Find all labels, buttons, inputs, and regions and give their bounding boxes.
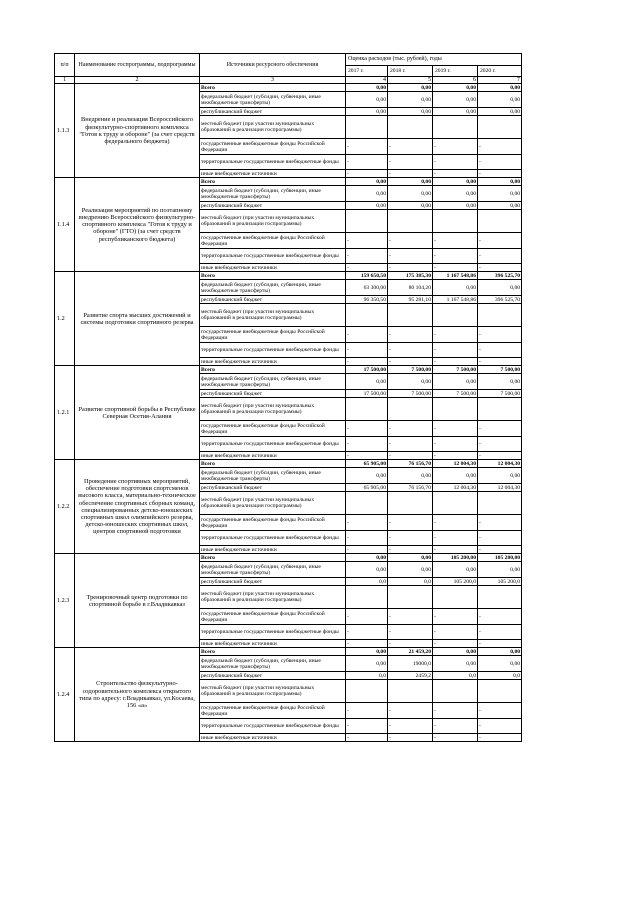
amount-cell: - <box>433 437 478 452</box>
amount-cell: - <box>433 249 478 264</box>
column-index: 4 <box>346 77 388 84</box>
amount-cell: 12 004,30 <box>433 460 478 468</box>
amount-cell: - <box>346 170 388 178</box>
funding-source: территориальные государственные внебюджетные фонды <box>200 249 346 264</box>
amount-cell: 0,00 <box>478 468 522 484</box>
funding-source: федеральный бюджет (субсидии, субвенции, иные межбюджетные трансферты) <box>200 374 346 390</box>
amount-cell: 0,00 <box>478 374 522 390</box>
amount-cell: 0,00 <box>346 108 388 116</box>
column-index: 6 <box>433 77 478 84</box>
amount-cell: 105 200,0 <box>478 578 522 586</box>
amount-cell: - <box>346 264 388 272</box>
amount-cell: 0,00 <box>478 178 522 186</box>
amount-cell: 0,00 <box>478 92 522 108</box>
amount-cell: 0,0 <box>478 672 522 680</box>
amount-cell: - <box>346 421 388 437</box>
amount-cell: - <box>346 327 388 343</box>
program-budget-table <box>54 53 522 742</box>
amount-cell: - <box>433 531 478 546</box>
amount-cell: 1 167 548,86 <box>433 272 478 280</box>
item-name: Реализация мероприятий по поэтапному внедрению Всероссийского физкультурно-спортивного комплекса "Готов к труду и обороне" (ГТО) (за счет средств республиканского бюджета) <box>75 178 200 272</box>
header-source: Источники ресурсного обеспечения <box>200 54 346 77</box>
funding-source: республиканский бюджет <box>200 202 346 210</box>
funding-source: федеральный бюджет (субсидии, субвенции, иные межбюджетные трансферты) <box>200 186 346 202</box>
amount-cell <box>388 492 433 515</box>
amount-cell: - <box>346 343 388 358</box>
amount-cell: - <box>478 421 522 437</box>
funding-source: государственные внебюджетные фонды Российской Федерации <box>200 515 346 531</box>
amount-cell: 0,00 <box>433 648 478 656</box>
amount-cell: - <box>388 264 433 272</box>
funding-source: республиканский бюджет <box>200 672 346 680</box>
amount-cell: - <box>433 719 478 734</box>
amount-cell <box>346 116 388 139</box>
funding-source: иные внебюджетные источники <box>200 452 346 460</box>
amount-cell: 0,00 <box>346 648 388 656</box>
amount-cell: - <box>388 249 433 264</box>
funding-source: территориальные государственные внебюджетные фонды <box>200 155 346 170</box>
amount-cell <box>388 116 433 139</box>
funding-source: иные внебюджетные источники <box>200 170 346 178</box>
funding-source: государственные внебюджетные фонды Российской Федерации <box>200 703 346 719</box>
header-year: 2018 г. <box>388 66 433 77</box>
amount-cell <box>478 492 522 515</box>
amount-cell <box>346 492 388 515</box>
amount-cell: - <box>478 327 522 343</box>
item-name: Тренировочный центр подготовки по спортивной борьбе в г.Владикавказ <box>75 554 200 648</box>
funding-source: республиканский бюджет <box>200 296 346 304</box>
amount-cell: - <box>388 703 433 719</box>
amount-cell: - <box>478 546 522 554</box>
funding-source: Всего <box>200 554 346 562</box>
item-number: 1.2.2 <box>55 460 75 554</box>
amount-cell <box>388 398 433 421</box>
amount-cell: 12 004,30 <box>433 484 478 492</box>
amount-cell: - <box>478 233 522 249</box>
amount-cell: 0,00 <box>346 656 388 672</box>
amount-cell: 175 385,30 <box>388 272 433 280</box>
amount-cell: 63 300,00 <box>346 280 388 296</box>
item-number: 1.1.3 <box>55 84 75 178</box>
funding-source: территориальные государственные внебюджетные фонды <box>200 437 346 452</box>
amount-cell: - <box>346 719 388 734</box>
item-number: 1.2.4 <box>55 648 75 742</box>
table-row <box>55 272 522 280</box>
amount-cell: 0,00 <box>346 468 388 484</box>
funding-source: государственные внебюджетные фонды Российской Федерации <box>200 609 346 625</box>
funding-source: Всего <box>200 366 346 374</box>
amount-cell: - <box>433 515 478 531</box>
amount-cell: - <box>388 358 433 366</box>
table-header <box>55 54 522 84</box>
amount-cell: 96 350,50 <box>346 296 388 304</box>
amount-cell: - <box>478 640 522 648</box>
amount-cell: 0,00 <box>433 178 478 186</box>
column-index: 3 <box>200 77 346 84</box>
header-name: Наименование госпрограммы, подпрограммы <box>75 54 200 77</box>
funding-source: государственные внебюджетные фонды Российской Федерации <box>200 139 346 155</box>
amount-cell: - <box>478 170 522 178</box>
amount-cell: 0,00 <box>388 186 433 202</box>
amount-cell: 0,00 <box>346 374 388 390</box>
amount-cell: - <box>478 249 522 264</box>
amount-cell: - <box>346 531 388 546</box>
amount-cell: 0,00 <box>388 562 433 578</box>
funding-source: Всего <box>200 460 346 468</box>
amount-cell: 7 500,00 <box>388 366 433 374</box>
item-number: 1.2.1 <box>55 366 75 460</box>
amount-cell: 105 200,0 <box>433 578 478 586</box>
column-index: 5 <box>388 77 433 84</box>
amount-cell <box>433 680 478 703</box>
amount-cell: 19000,0 <box>388 656 433 672</box>
header-year: 2019 г. <box>433 66 478 77</box>
amount-cell: - <box>433 170 478 178</box>
amount-cell: - <box>433 625 478 640</box>
table-row <box>55 366 522 374</box>
amount-cell: 0,00 <box>433 656 478 672</box>
amount-cell: - <box>346 546 388 554</box>
funding-source: местный бюджет (при участии муниципальных образований в реализации госпрограммы) <box>200 116 346 139</box>
amount-cell: - <box>433 421 478 437</box>
amount-cell: 0,00 <box>478 108 522 116</box>
header-year: 2017 г. <box>346 66 388 77</box>
amount-cell: 0,00 <box>346 92 388 108</box>
amount-cell: 0,00 <box>346 178 388 186</box>
item-number: 1.2 <box>55 272 75 366</box>
amount-cell: - <box>346 734 388 742</box>
amount-cell: - <box>478 625 522 640</box>
funding-source: местный бюджет (при участии муниципальных образований в реализации госпрограммы) <box>200 304 346 327</box>
amount-cell: - <box>388 437 433 452</box>
amount-cell: 0,00 <box>388 202 433 210</box>
amount-cell: - <box>388 640 433 648</box>
amount-cell: 0,00 <box>478 84 522 92</box>
amount-cell: 105 200,00 <box>478 554 522 562</box>
amount-cell: - <box>346 249 388 264</box>
item-name: Внедрение и реализация Всероссийского физкультурно-спортивного комплекса "Готов к труду и обороне" (за счет средств федерального бюджета) <box>75 84 200 178</box>
amount-cell: - <box>478 139 522 155</box>
amount-cell <box>478 680 522 703</box>
amount-cell <box>388 680 433 703</box>
header-estimate: Оценка расходов (тыс. рублей), годы <box>346 54 522 66</box>
amount-cell: 2459,2 <box>388 672 433 680</box>
amount-cell: - <box>388 546 433 554</box>
funding-source: территориальные государственные внебюджетные фонды <box>200 531 346 546</box>
amount-cell: - <box>346 139 388 155</box>
amount-cell: - <box>346 515 388 531</box>
amount-cell: - <box>388 609 433 625</box>
amount-cell: - <box>478 703 522 719</box>
amount-cell <box>478 398 522 421</box>
item-name: Строительство физкультурно-оздоровительного комплекса открытого типа по адресу: г.Владикавказ, ул.Косаева, 156 «а» <box>75 648 200 742</box>
amount-cell: 0,0 <box>388 578 433 586</box>
amount-cell: - <box>433 609 478 625</box>
column-index: 7 <box>478 77 522 84</box>
funding-source: федеральный бюджет (субсидии, субвенции, иные межбюджетные трансферты) <box>200 468 346 484</box>
amount-cell: - <box>478 734 522 742</box>
amount-cell: - <box>346 155 388 170</box>
table-row <box>55 178 522 186</box>
amount-cell: 0,00 <box>388 108 433 116</box>
amount-cell: 0,00 <box>478 186 522 202</box>
amount-cell: 7 500,00 <box>433 390 478 398</box>
amount-cell: - <box>433 640 478 648</box>
item-name: Развитие спорта высших достижений и системы подготовки спортивного резерва <box>75 272 200 366</box>
amount-cell: - <box>388 155 433 170</box>
header-num: п/п <box>55 54 75 77</box>
amount-cell: 80 104,20 <box>388 280 433 296</box>
amount-cell <box>346 680 388 703</box>
amount-cell: 0,00 <box>346 202 388 210</box>
amount-cell: - <box>388 452 433 460</box>
amount-cell: 0,00 <box>433 92 478 108</box>
amount-cell: 396 525,70 <box>478 296 522 304</box>
amount-cell <box>346 586 388 609</box>
amount-cell: 0,00 <box>433 374 478 390</box>
item-name: Развитие спортивной борьбы в Республике Северная Осетия-Алания <box>75 366 200 460</box>
funding-source: Всего <box>200 178 346 186</box>
amount-cell: - <box>388 515 433 531</box>
funding-source: местный бюджет (при участии муниципальных образований в реализации госпрограммы) <box>200 210 346 233</box>
amount-cell: - <box>388 343 433 358</box>
funding-source: местный бюджет (при участии муниципальных образований в реализации госпрограммы) <box>200 586 346 609</box>
amount-cell <box>433 210 478 233</box>
amount-cell: 0,00 <box>433 562 478 578</box>
amount-cell: 0,00 <box>433 84 478 92</box>
funding-source: Всего <box>200 84 346 92</box>
amount-cell <box>346 210 388 233</box>
amount-cell: 0,00 <box>433 108 478 116</box>
amount-cell <box>478 116 522 139</box>
amount-cell: - <box>433 452 478 460</box>
funding-source: территориальные государственные внебюджетные фонды <box>200 719 346 734</box>
amount-cell <box>433 116 478 139</box>
amount-cell: 159 650,50 <box>346 272 388 280</box>
funding-source: территориальные государственные внебюджетные фонды <box>200 625 346 640</box>
amount-cell: - <box>478 437 522 452</box>
amount-cell: 0,00 <box>478 202 522 210</box>
amount-cell: 0,00 <box>433 186 478 202</box>
amount-cell: 0,00 <box>388 554 433 562</box>
amount-cell: 0,00 <box>478 656 522 672</box>
amount-cell: - <box>388 531 433 546</box>
funding-source: государственные внебюджетные фонды Российской Федерации <box>200 421 346 437</box>
amount-cell: 12 004,30 <box>478 484 522 492</box>
amount-cell: 396 525,70 <box>478 272 522 280</box>
item-number: 1.1.4 <box>55 178 75 272</box>
funding-source: республиканский бюджет <box>200 108 346 116</box>
funding-source: иные внебюджетные источники <box>200 734 346 742</box>
funding-source: иные внебюджетные источники <box>200 358 346 366</box>
amount-cell: 0,00 <box>346 186 388 202</box>
item-name: Проведение спортивных мероприятий, обеспечение подготовки спортсменов высокого класса, материально-техническое обеспечение спортивных сборных команд, специализированных детско-юношеских спортивных школ олимпийского резерва, детско-юношеских спортивных школ, центров спортивной подготовки <box>75 460 200 554</box>
table-row <box>55 84 522 92</box>
amount-cell: 0,00 <box>346 554 388 562</box>
amount-cell: 0,0 <box>346 578 388 586</box>
table-row <box>55 554 522 562</box>
amount-cell <box>388 586 433 609</box>
funding-source: государственные внебюджетные фонды Российской Федерации <box>200 327 346 343</box>
amount-cell: - <box>433 734 478 742</box>
amount-cell: - <box>346 233 388 249</box>
amount-cell: 0,00 <box>433 202 478 210</box>
amount-cell: - <box>346 437 388 452</box>
amount-cell: - <box>478 264 522 272</box>
amount-cell <box>478 586 522 609</box>
item-number: 1.2.3 <box>55 554 75 648</box>
amount-cell: 65 905,00 <box>346 484 388 492</box>
amount-cell: 1 167 548,86 <box>433 296 478 304</box>
amount-cell: - <box>433 155 478 170</box>
funding-source: местный бюджет (при участии муниципальных образований в реализации госпрограммы) <box>200 680 346 703</box>
amount-cell: 7 500,00 <box>388 390 433 398</box>
amount-cell: - <box>346 358 388 366</box>
amount-cell: 76 156,70 <box>388 460 433 468</box>
amount-cell: 0,0 <box>433 672 478 680</box>
amount-cell <box>433 492 478 515</box>
amount-cell <box>346 304 388 327</box>
amount-cell: - <box>388 327 433 343</box>
amount-cell: - <box>388 139 433 155</box>
amount-cell: 0,00 <box>388 178 433 186</box>
amount-cell: - <box>346 703 388 719</box>
amount-cell <box>478 210 522 233</box>
amount-cell: 105 200,00 <box>433 554 478 562</box>
amount-cell: - <box>346 625 388 640</box>
funding-source: местный бюджет (при участии муниципальных образований в реализации госпрограммы) <box>200 492 346 515</box>
funding-source: Всего <box>200 648 346 656</box>
amount-cell: 0,00 <box>388 468 433 484</box>
amount-cell: - <box>346 452 388 460</box>
amount-cell <box>478 304 522 327</box>
amount-cell: - <box>388 719 433 734</box>
amount-cell: - <box>478 515 522 531</box>
amount-cell: - <box>388 233 433 249</box>
amount-cell: 0,00 <box>478 280 522 296</box>
column-index: 1 <box>55 77 75 84</box>
funding-source: федеральный бюджет (субсидии, субвенции, иные межбюджетные трансферты) <box>200 656 346 672</box>
amount-cell: - <box>388 170 433 178</box>
amount-cell: - <box>433 327 478 343</box>
amount-cell: 0,00 <box>388 92 433 108</box>
amount-cell: - <box>478 155 522 170</box>
funding-source: республиканский бюджет <box>200 484 346 492</box>
amount-cell: 0,00 <box>433 468 478 484</box>
amount-cell: - <box>433 703 478 719</box>
column-index: 2 <box>75 77 200 84</box>
amount-cell: - <box>433 358 478 366</box>
amount-cell: 95 281,10 <box>388 296 433 304</box>
amount-cell: 0,00 <box>478 648 522 656</box>
funding-source: Всего <box>200 272 346 280</box>
table-body <box>55 84 522 742</box>
amount-cell: 7 500,00 <box>478 390 522 398</box>
amount-cell: - <box>433 343 478 358</box>
amount-cell: - <box>478 609 522 625</box>
amount-cell: - <box>478 343 522 358</box>
funding-source: территориальные государственные внебюджетные фонды <box>200 343 346 358</box>
amount-cell: - <box>433 233 478 249</box>
amount-cell: 12 004,30 <box>478 460 522 468</box>
amount-cell <box>433 304 478 327</box>
amount-cell: - <box>478 719 522 734</box>
amount-cell: 0,00 <box>433 280 478 296</box>
amount-cell: - <box>388 734 433 742</box>
amount-cell: - <box>433 139 478 155</box>
amount-cell: - <box>346 609 388 625</box>
amount-cell: 0,0 <box>346 672 388 680</box>
funding-source: иные внебюджетные источники <box>200 640 346 648</box>
funding-source: государственные внебюджетные фонды Российской Федерации <box>200 233 346 249</box>
funding-source: местный бюджет (при участии муниципальных образований в реализации госпрограммы) <box>200 398 346 421</box>
amount-cell <box>433 586 478 609</box>
amount-cell: 17 500,00 <box>346 390 388 398</box>
amount-cell: 7 500,00 <box>478 366 522 374</box>
funding-source: республиканский бюджет <box>200 390 346 398</box>
amount-cell: - <box>388 625 433 640</box>
funding-source: иные внебюджетные источники <box>200 546 346 554</box>
amount-cell: - <box>478 531 522 546</box>
funding-source: федеральный бюджет (субсидии, субвенции, иные межбюджетные трансферты) <box>200 280 346 296</box>
amount-cell: - <box>478 452 522 460</box>
amount-cell: 21 459,20 <box>388 648 433 656</box>
amount-cell <box>388 304 433 327</box>
funding-source: республиканский бюджет <box>200 578 346 586</box>
funding-source: федеральный бюджет (субсидии, субвенции, иные межбюджетные трансферты) <box>200 92 346 108</box>
amount-cell: 76 156,70 <box>388 484 433 492</box>
amount-cell: 7 500,00 <box>433 366 478 374</box>
amount-cell: 17 500,00 <box>346 366 388 374</box>
table-row <box>55 460 522 468</box>
amount-cell: 65 905,00 <box>346 460 388 468</box>
funding-source: федеральный бюджет (субсидии, субвенции, иные межбюджетные трансферты) <box>200 562 346 578</box>
amount-cell: - <box>433 264 478 272</box>
amount-cell <box>433 398 478 421</box>
amount-cell: 0,00 <box>388 84 433 92</box>
header-year: 2020 г. <box>478 66 522 77</box>
amount-cell: - <box>478 358 522 366</box>
amount-cell: 0,00 <box>388 374 433 390</box>
amount-cell: 0,00 <box>478 562 522 578</box>
amount-cell: - <box>433 546 478 554</box>
amount-cell: 0,00 <box>346 84 388 92</box>
funding-source: иные внебюджетные источники <box>200 264 346 272</box>
amount-cell <box>346 398 388 421</box>
amount-cell: - <box>388 421 433 437</box>
amount-cell: 0,00 <box>346 562 388 578</box>
amount-cell: - <box>346 640 388 648</box>
table-row <box>55 648 522 656</box>
amount-cell <box>388 210 433 233</box>
